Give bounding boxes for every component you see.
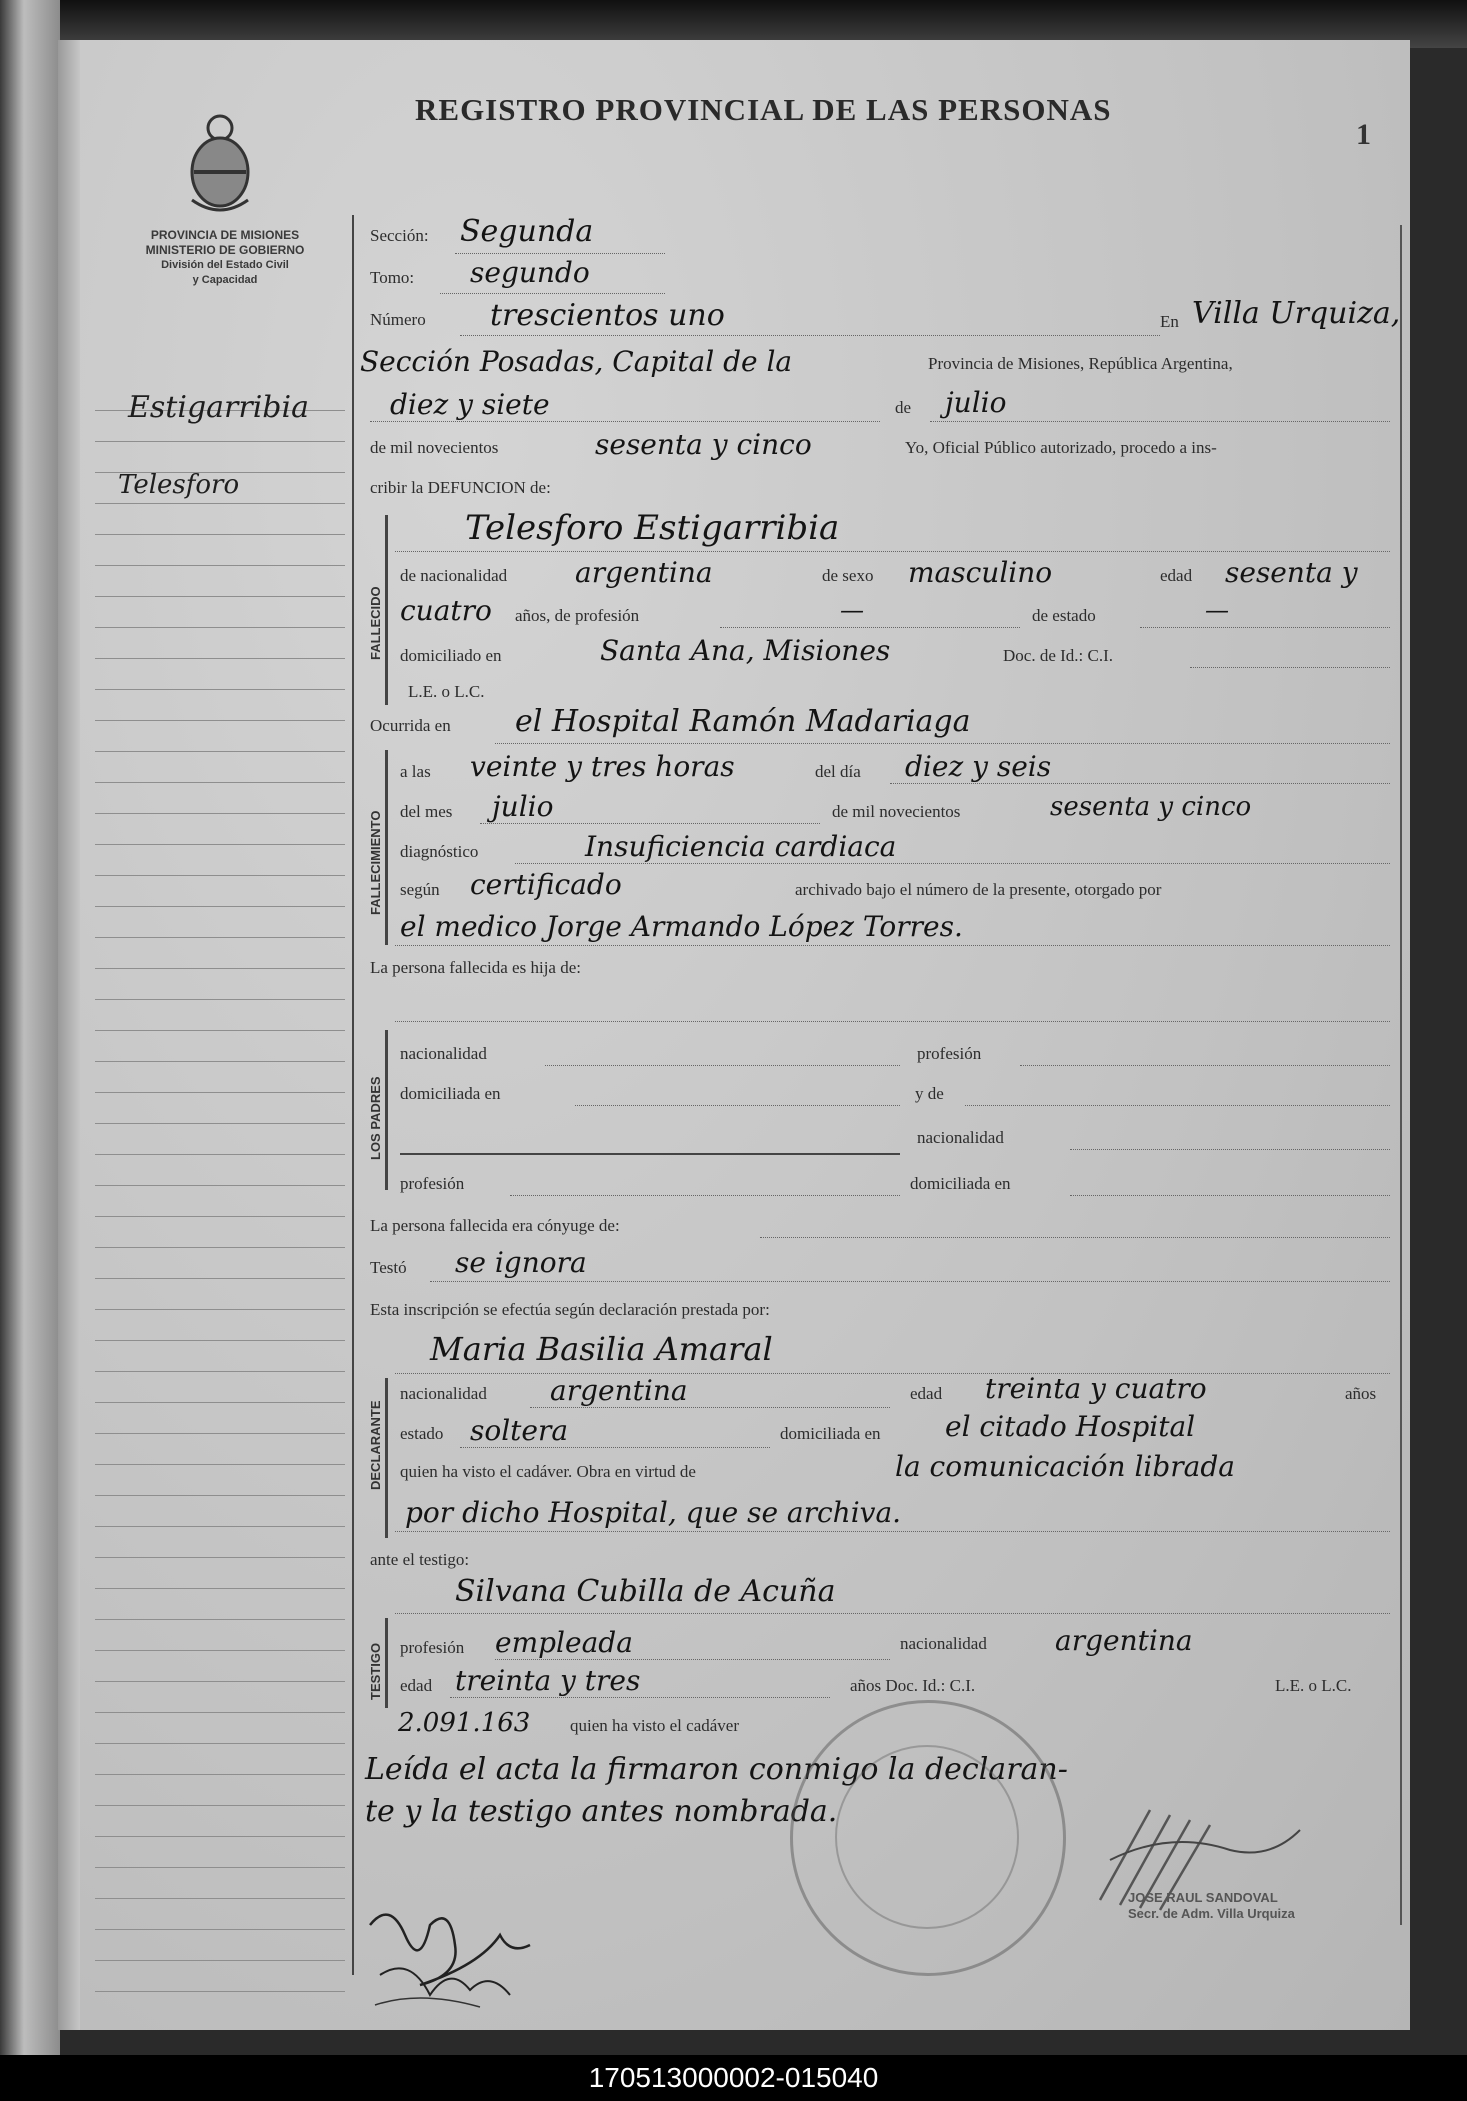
- ocurrida-value: el Hospital Ramón Madariaga: [515, 704, 971, 739]
- decl-nacionalidad-value: argentina: [550, 1374, 688, 1407]
- en-label: En: [1160, 312, 1179, 331]
- mes-fall-value: julio: [492, 790, 554, 823]
- gov-line-2: MINISTERIO DE GOBIERNO: [145, 243, 305, 257]
- padre-profesion-label: profesión: [917, 1044, 982, 1063]
- seccion-value: Segunda: [460, 214, 594, 249]
- ocurrida-rule: [495, 742, 1390, 744]
- anio-fall-value: sesenta y cinco: [1050, 792, 1252, 822]
- padres-side-label: LOS PADRES: [368, 1076, 383, 1160]
- domicilio-label: domiciliado en: [400, 646, 502, 665]
- testigo-edad-value: treinta y tres: [455, 1664, 641, 1697]
- lugar-a: Villa Urquiza,: [1192, 296, 1401, 331]
- dia-fall-label: del día: [815, 762, 861, 781]
- gov-line-4: y Capacidad: [192, 274, 258, 286]
- padres-separator: [400, 1152, 900, 1155]
- madre-profesion-label: profesión: [400, 1174, 465, 1193]
- officer-stamp-text: [1128, 1890, 1295, 1922]
- testigo-nombre: Silvana Cubilla de Acuña: [455, 1574, 836, 1609]
- inscripcion-text: Esta inscripción se efectúa según declaración prestada por:: [370, 1300, 770, 1319]
- estado-value: —: [1205, 596, 1229, 624]
- testigo-doc-num: 2.091.163: [398, 1708, 531, 1738]
- signature-icon: [360, 1895, 570, 2015]
- medico-value: el medico Jorge Armando López Torres.: [400, 910, 963, 943]
- anios-label: años, de profesión: [515, 606, 640, 625]
- nombre-rule: [395, 550, 1390, 552]
- declarante-side-label: DECLARANTE: [368, 1400, 383, 1490]
- decl-obra-a: la comunicación librada: [895, 1450, 1235, 1483]
- diag-rule: [515, 862, 1390, 864]
- tomo-value: segundo: [470, 256, 590, 289]
- testo-label: Testó: [370, 1258, 407, 1277]
- decl-domicilio-value: el citado Hospital: [945, 1410, 1196, 1443]
- margin-ruled-lines: [95, 380, 345, 1992]
- page-spine: [58, 40, 80, 2030]
- doc-rule: [1190, 666, 1390, 668]
- madre-domiciliada-rule: [1070, 1194, 1390, 1196]
- segun-label: según: [400, 880, 440, 899]
- right-border: [1400, 225, 1402, 1925]
- padre-nacionalidad-rule: [545, 1064, 900, 1066]
- padre-domiciliada-rule: [575, 1104, 900, 1106]
- edad-value-b: cuatro: [400, 594, 492, 627]
- mes-rule: [930, 420, 1390, 422]
- testigo-doc-label: años Doc. Id.: C.I.: [850, 1676, 976, 1695]
- decl-edad-value: treinta y cuatro: [985, 1372, 1207, 1405]
- dia-fall-value: diez y seis: [905, 750, 1052, 783]
- provincia-text: Provincia de Misiones, República Argentina,: [928, 354, 1233, 373]
- decl-estado-label: estado: [400, 1424, 444, 1443]
- sexo-label: de sexo: [822, 566, 874, 585]
- testigo-nombre-rule: [395, 1612, 1390, 1614]
- edad-label: edad: [1160, 566, 1193, 585]
- seccion-rule: [455, 252, 665, 254]
- fallecido-side-label: FALLECIDO: [368, 586, 383, 660]
- cierre-linea-2: te y la testigo antes nombrada.: [365, 1794, 838, 1829]
- conyuge-rule: [760, 1236, 1390, 1238]
- domicilio-value: Santa Ana, Misiones: [600, 634, 891, 667]
- hija-label: La persona fallecida es hija de:: [370, 958, 581, 977]
- fallecido-nombre: Telesforo Estigarribia: [465, 508, 840, 548]
- ocurrida-label: Ocurrida en: [370, 716, 451, 735]
- fallecimiento-bar: [385, 750, 388, 945]
- oficial-text: Yo, Oficial Público autorizado, procedo a ins-: [905, 438, 1217, 457]
- madre-profesion-rule: [510, 1194, 900, 1196]
- ante-testigo-label: ante el testigo:: [370, 1550, 470, 1569]
- testigo-profesion-rule: [495, 1658, 890, 1660]
- cierre-linea-1: Leída el acta la firmaron conmigo la declaran-: [365, 1752, 1068, 1787]
- tomo-rule: [440, 292, 665, 294]
- lugar-b: Sección Posadas, Capital de la: [360, 345, 793, 378]
- edad-value-a: sesenta y: [1225, 556, 1358, 589]
- numero-value: trescientos uno: [490, 298, 725, 333]
- estado-label: de estado: [1032, 606, 1096, 625]
- decl-estado-rule: [460, 1446, 770, 1448]
- declarante-bar: [385, 1378, 388, 1538]
- testigo-nacionalidad-label: nacionalidad: [900, 1634, 987, 1653]
- medico-rule: [395, 944, 1390, 946]
- padre-domiciliada-label: domiciliada en: [400, 1084, 501, 1103]
- page-title: REGISTRO PROVINCIAL DE LAS PERSONAS: [415, 92, 1112, 127]
- archivado-text: archivado bajo el número de la presente, otorgado por: [795, 880, 1162, 899]
- decl-nacionalidad-label: nacionalidad: [400, 1384, 487, 1403]
- margin-surname: Estigarribia: [128, 390, 309, 425]
- nacionalidad-value: argentina: [575, 556, 713, 589]
- decl-domiciliada-label: domiciliada en: [780, 1424, 881, 1443]
- officer-line-1: JOSE RAUL SANDOVAL: [1128, 1890, 1278, 1905]
- nacionalidad-label: de nacionalidad: [400, 566, 508, 585]
- decl-nacionalidad-rule: [530, 1406, 890, 1408]
- decl-estado-value: soltera: [470, 1414, 569, 1447]
- tomo-label: Tomo:: [370, 268, 415, 287]
- mes-value: julio: [945, 386, 1007, 419]
- testo-rule: [430, 1280, 1390, 1282]
- padre-nacionalidad-label: nacionalidad: [400, 1044, 487, 1063]
- doc-label: Doc. de Id.: C.I.: [1003, 646, 1114, 665]
- coat-of-arms-icon: [180, 110, 260, 220]
- testigo-profesion-label: profesión: [400, 1638, 465, 1657]
- hora-label: a las: [400, 762, 431, 781]
- testigo-edad-label: edad: [400, 1676, 433, 1695]
- diag-label: diagnóstico: [400, 842, 479, 861]
- decl-obra-b: por dicho Hospital, que se archiva.: [405, 1496, 902, 1529]
- officer-line-2: Secr. de Adm. Villa Urquiza: [1128, 1906, 1295, 1921]
- anio-fall-label: de mil novecientos: [832, 802, 961, 821]
- de-label: de: [895, 398, 912, 417]
- inscribir-text: cribir la DEFUNCION de:: [370, 478, 551, 497]
- madre-nacionalidad-label: nacionalidad: [917, 1128, 1004, 1147]
- official-stamp-inner: [835, 1745, 1019, 1929]
- page-number: 1: [1356, 118, 1371, 151]
- testigo-le-label: L.E. o L.C.: [1275, 1676, 1352, 1695]
- dia-value: diez y siete: [390, 388, 550, 421]
- gov-line-1: PROVINCIA DE MISIONES: [150, 228, 300, 242]
- decl-edad-label: edad: [910, 1384, 943, 1403]
- dia-fall-rule: [890, 782, 1390, 784]
- madre-nacionalidad-rule: [1070, 1148, 1390, 1150]
- government-header: [95, 228, 355, 288]
- madre-nombre-rule: [965, 1104, 1390, 1106]
- image-code-footer: 170513000002-015040: [0, 2055, 1467, 2101]
- padre-nombre-rule: [395, 1020, 1390, 1022]
- testigo-visto-label: quien ha visto el cadáver: [570, 1716, 739, 1735]
- gov-line-3: División del Estado Civil: [161, 259, 289, 271]
- testigo-edad-rule: [450, 1696, 830, 1698]
- anio-value: sesenta y cinco: [595, 428, 812, 461]
- left-background: [0, 0, 60, 2055]
- decl-anios-label: años: [1345, 1384, 1377, 1403]
- declarante-nombre: Maria Basilia Amaral: [430, 1330, 773, 1368]
- profesion-rule: [720, 626, 1020, 628]
- estado-rule: [1140, 626, 1390, 628]
- profesion-value: —: [840, 596, 864, 624]
- testigo-bar: [385, 1618, 388, 1708]
- decl-visto-label: quien ha visto el cadáver. Obra en virtud de: [400, 1462, 696, 1481]
- segun-value: certificado: [470, 868, 622, 901]
- numero-label: Número: [370, 310, 426, 329]
- padre-profesion-rule: [1020, 1064, 1390, 1066]
- seccion-label: Sección:: [370, 226, 429, 245]
- testigo-side-label: TESTIGO: [368, 1642, 383, 1700]
- conyuge-label: La persona fallecida era cónyuge de:: [370, 1216, 620, 1235]
- diag-value: Insuficiencia cardiaca: [585, 830, 897, 863]
- sexo-value: masculino: [908, 556, 1053, 589]
- margin-divider: [352, 215, 354, 1975]
- declarante-nombre-rule: [395, 1372, 1390, 1374]
- fallecimiento-side-label: FALLECIMIENTO: [368, 810, 383, 915]
- hora-value: veinte y tres horas: [470, 750, 735, 783]
- testo-value: se ignora: [455, 1246, 587, 1279]
- fallecido-bar: [385, 515, 388, 705]
- testigo-profesion-value: empleada: [495, 1626, 633, 1659]
- testigo-nacionalidad-value: argentina: [1055, 1624, 1193, 1657]
- mes-fall-rule: [480, 822, 820, 824]
- anio-label: de mil novecientos: [370, 438, 499, 457]
- madre-domiciliada-label: domiciliada en: [910, 1174, 1011, 1193]
- decl-obra-rule: [395, 1530, 1390, 1532]
- le-label: L.E. o L.C.: [408, 682, 485, 701]
- padres-bar: [385, 1030, 388, 1190]
- mes-fall-label: del mes: [400, 802, 453, 821]
- margin-given-name: Telesforo: [118, 470, 240, 500]
- yde-label: y de: [915, 1084, 944, 1103]
- numero-rule: [460, 334, 1160, 336]
- dia-rule: [370, 420, 880, 422]
